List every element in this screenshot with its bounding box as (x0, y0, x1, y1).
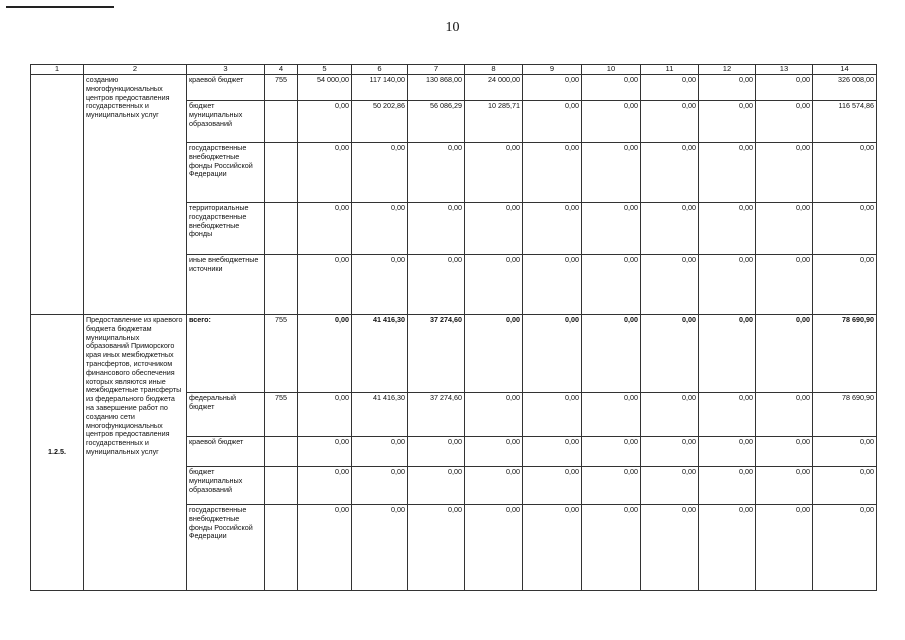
amount-cell: 0,00 (641, 393, 699, 437)
admin-code (265, 437, 298, 467)
amount-cell: 0,00 (352, 143, 408, 203)
column-header: 5 (298, 65, 352, 75)
amount-cell: 50 202,86 (352, 101, 408, 143)
amount-cell: 0,00 (408, 255, 465, 315)
amount-cell: 54 000,00 (298, 75, 352, 101)
amount-cell: 0,00 (465, 203, 523, 255)
amount-cell: 326 008,00 (813, 75, 877, 101)
amount-cell: 78 690,90 (813, 393, 877, 437)
amount-cell: 0,00 (699, 315, 756, 393)
amount-cell: 0,00 (408, 467, 465, 505)
amount-cell: 0,00 (298, 467, 352, 505)
budget-table (30, 64, 877, 591)
column-header: 4 (265, 65, 298, 75)
amount-cell: 37 274,60 (408, 393, 465, 437)
amount-cell: 0,00 (352, 203, 408, 255)
amount-cell: 0,00 (408, 143, 465, 203)
amount-cell: 0,00 (523, 437, 582, 467)
column-header: 7 (408, 65, 465, 75)
amount-cell: 0,00 (352, 467, 408, 505)
top-rule (6, 6, 114, 8)
amount-cell: 0,00 (582, 75, 641, 101)
amount-cell: 0,00 (408, 203, 465, 255)
amount-cell: 24 000,00 (465, 75, 523, 101)
amount-cell: 0,00 (465, 437, 523, 467)
funding-source: иные внебюджетные источники (187, 255, 265, 315)
item-code (31, 75, 84, 315)
amount-cell: 37 274,60 (408, 315, 465, 393)
amount-cell: 0,00 (582, 437, 641, 467)
item-description: Предоставление из краевого бюджета бюджетам муниципальных образований Приморского края иных межбюджетных трансфертов, источником финансового обеспечения которых являются иные межбюджетные трансферты из федерального бюджета на завершение работ по созданию сети многофункциональных центров предоставления государственных и муниципальных услуг (84, 315, 187, 591)
column-header: 3 (187, 65, 265, 75)
amount-cell: 0,00 (699, 467, 756, 505)
admin-code (265, 101, 298, 143)
amount-cell: 0,00 (523, 101, 582, 143)
funding-source: государственные внебюджетные фонды Российской Федерации (187, 505, 265, 591)
amount-cell: 0,00 (298, 255, 352, 315)
amount-cell: 0,00 (465, 143, 523, 203)
amount-cell: 0,00 (756, 255, 813, 315)
admin-code (265, 505, 298, 591)
amount-cell: 0,00 (523, 203, 582, 255)
amount-cell: 0,00 (641, 203, 699, 255)
funding-source: краевой бюджет (187, 437, 265, 467)
amount-cell: 0,00 (756, 315, 813, 393)
amount-cell: 0,00 (352, 437, 408, 467)
amount-cell: 0,00 (756, 101, 813, 143)
admin-code (265, 143, 298, 203)
column-header: 13 (756, 65, 813, 75)
amount-cell: 0,00 (582, 505, 641, 591)
amount-cell: 0,00 (756, 437, 813, 467)
admin-code: 755 (265, 315, 298, 393)
amount-cell: 0,00 (298, 101, 352, 143)
amount-cell: 0,00 (465, 393, 523, 437)
funding-source: бюджет муниципальных образований (187, 467, 265, 505)
amount-cell: 0,00 (523, 143, 582, 203)
amount-cell: 0,00 (756, 467, 813, 505)
amount-cell: 0,00 (352, 255, 408, 315)
amount-cell: 0,00 (582, 393, 641, 437)
amount-cell: 0,00 (699, 437, 756, 467)
amount-cell: 0,00 (699, 393, 756, 437)
column-header: 1 (31, 65, 84, 75)
amount-cell: 130 868,00 (408, 75, 465, 101)
amount-cell: 0,00 (298, 437, 352, 467)
amount-cell: 10 285,71 (465, 101, 523, 143)
funding-source: государственные внебюджетные фонды Российской Федерации (187, 143, 265, 203)
amount-cell: 0,00 (523, 467, 582, 505)
column-header: 14 (813, 65, 877, 75)
amount-cell: 0,00 (699, 505, 756, 591)
amount-cell: 0,00 (699, 203, 756, 255)
admin-code (265, 467, 298, 505)
page-number: 10 (445, 20, 460, 35)
amount-cell: 0,00 (582, 255, 641, 315)
amount-cell: 78 690,90 (813, 315, 877, 393)
admin-code (265, 255, 298, 315)
funding-source: всего: (187, 315, 265, 393)
funding-source: территориальные государственные внебюджетные фонды (187, 203, 265, 255)
amount-cell: 0,00 (813, 505, 877, 591)
admin-code (265, 203, 298, 255)
amount-cell: 0,00 (756, 75, 813, 101)
amount-cell: 0,00 (298, 203, 352, 255)
item-description: созданию многофункциональных центров предоставления государственных и муниципальных услуг (84, 75, 187, 315)
table-row (31, 75, 877, 101)
amount-cell: 0,00 (465, 315, 523, 393)
amount-cell: 0,00 (813, 203, 877, 255)
amount-cell: 0,00 (756, 393, 813, 437)
amount-cell: 0,00 (699, 75, 756, 101)
amount-cell: 0,00 (523, 75, 582, 101)
header-row (31, 65, 877, 75)
amount-cell: 0,00 (582, 315, 641, 393)
amount-cell: 0,00 (523, 255, 582, 315)
item-code: 1.2.5. (31, 315, 84, 591)
funding-source: краевой бюджет (187, 75, 265, 101)
amount-cell: 116 574,86 (813, 101, 877, 143)
amount-cell: 0,00 (641, 467, 699, 505)
amount-cell: 0,00 (582, 101, 641, 143)
amount-cell: 0,00 (813, 467, 877, 505)
amount-cell: 0,00 (641, 255, 699, 315)
amount-cell: 0,00 (813, 143, 877, 203)
amount-cell: 41 416,30 (352, 393, 408, 437)
table-body (31, 75, 877, 591)
amount-cell: 0,00 (756, 143, 813, 203)
amount-cell: 56 086,29 (408, 101, 465, 143)
amount-cell: 0,00 (298, 143, 352, 203)
amount-cell: 0,00 (641, 437, 699, 467)
column-header: 10 (582, 65, 641, 75)
amount-cell: 0,00 (756, 203, 813, 255)
amount-cell: 0,00 (699, 101, 756, 143)
funding-source: бюджет муниципальных образований (187, 101, 265, 143)
amount-cell: 0,00 (465, 467, 523, 505)
amount-cell: 117 140,00 (352, 75, 408, 101)
admin-code: 755 (265, 75, 298, 101)
amount-cell: 0,00 (813, 255, 877, 315)
amount-cell: 41 416,30 (352, 315, 408, 393)
column-header: 6 (352, 65, 408, 75)
amount-cell: 0,00 (699, 143, 756, 203)
amount-cell: 0,00 (641, 75, 699, 101)
amount-cell: 0,00 (352, 505, 408, 591)
amount-cell: 0,00 (699, 255, 756, 315)
column-header: 9 (523, 65, 582, 75)
amount-cell: 0,00 (465, 255, 523, 315)
amount-cell: 0,00 (298, 505, 352, 591)
column-header: 2 (84, 65, 187, 75)
amount-cell: 0,00 (298, 315, 352, 393)
amount-cell: 0,00 (408, 505, 465, 591)
amount-cell: 0,00 (641, 315, 699, 393)
amount-cell: 0,00 (523, 505, 582, 591)
amount-cell: 0,00 (641, 143, 699, 203)
amount-cell: 0,00 (582, 467, 641, 505)
column-header: 12 (699, 65, 756, 75)
admin-code: 755 (265, 393, 298, 437)
amount-cell: 0,00 (582, 143, 641, 203)
amount-cell: 0,00 (408, 437, 465, 467)
column-header: 8 (465, 65, 523, 75)
amount-cell: 0,00 (298, 393, 352, 437)
amount-cell: 0,00 (582, 203, 641, 255)
funding-source: федеральный бюджет (187, 393, 265, 437)
amount-cell: 0,00 (641, 101, 699, 143)
amount-cell: 0,00 (523, 393, 582, 437)
column-header: 11 (641, 65, 699, 75)
amount-cell: 0,00 (523, 315, 582, 393)
amount-cell: 0,00 (641, 505, 699, 591)
amount-cell: 0,00 (465, 505, 523, 591)
amount-cell: 0,00 (813, 437, 877, 467)
amount-cell: 0,00 (756, 505, 813, 591)
table-row (31, 315, 877, 393)
